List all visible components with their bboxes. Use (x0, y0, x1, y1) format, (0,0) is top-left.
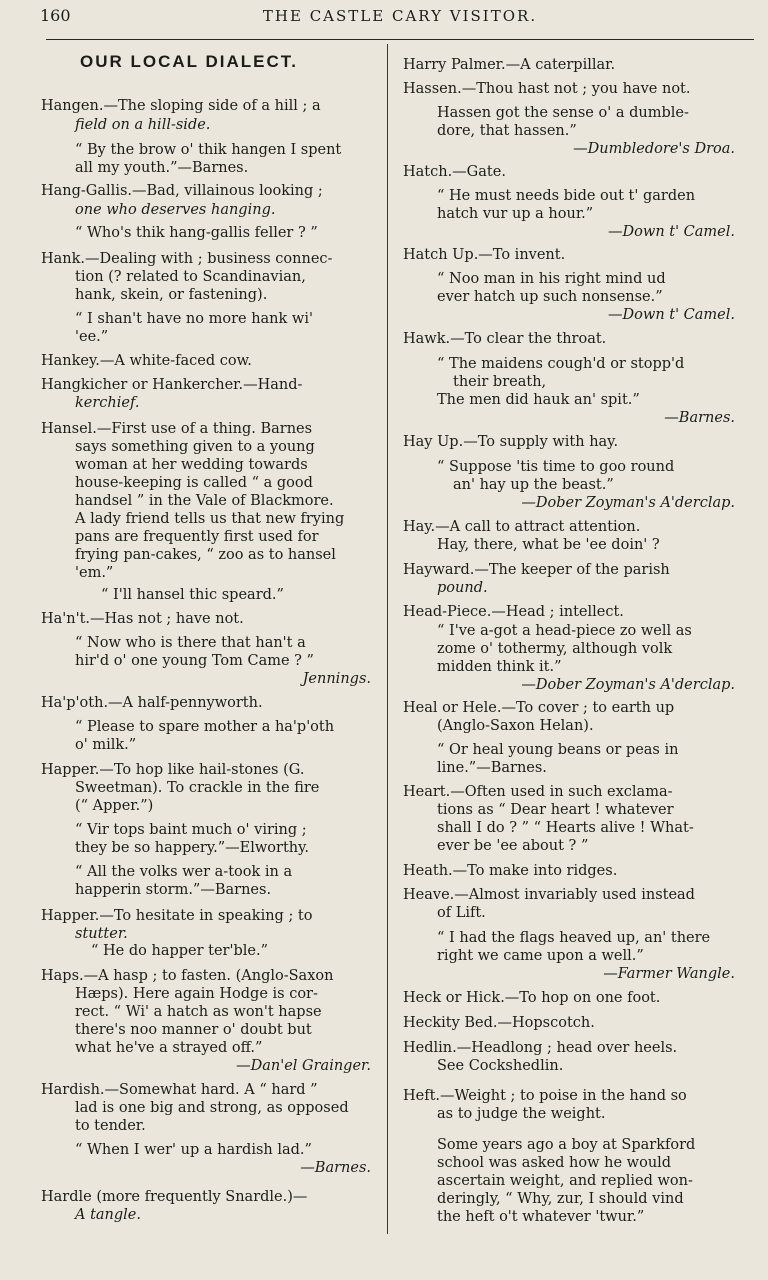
header-rule (46, 39, 754, 40)
entry-line: one who deserves hanging. (75, 202, 276, 218)
quote-attribution: —Down t' Camel. (608, 307, 735, 323)
entry-line: Heart.—Often used in such exclama- (403, 784, 673, 800)
entry-line: Hardle (more frequently Snardle.)— (41, 1189, 308, 1205)
entry-line: as to judge the weight. (437, 1106, 606, 1122)
quote-line: “ By the brow o' thik hangen I spent (75, 142, 342, 158)
entry-line: Heave.—Almost invariably used instead (403, 887, 695, 903)
quote-line: “ Or heal young beans or peas in (437, 742, 679, 758)
entry-line: Hawk.—To clear the throat. (403, 331, 607, 347)
entry-line: tions as “ Dear heart ! whatever (437, 802, 674, 818)
quote-line: zome o' tothermy, although volk (437, 641, 673, 657)
running-title: THE CASTLE CARY VISITOR. (262, 7, 538, 25)
entry-line: hank, skein, or fastening). (75, 287, 268, 303)
quote-line: “ The maidens cough'd or stopp'd (437, 356, 685, 372)
quote-line: hatch vur up a hour.” (437, 206, 594, 222)
quote-line: hir'd o' one young Tom Came ? ” (75, 653, 314, 669)
quote-line: “ I shan't have no more hank wi' (75, 311, 313, 327)
entry-line: See Cockshedlin. (437, 1058, 564, 1074)
entry-line: Hay.—A call to attract attention. (403, 519, 641, 535)
entry-line: 'em.” (75, 565, 114, 581)
quote-line: “ Suppose 'tis time to goo round (437, 459, 675, 475)
quote-line: “ All the volks wer a-took in a (75, 864, 293, 880)
entry-line: Hay Up.—To supply with hay. (403, 434, 619, 450)
entry-line: A lady friend tells us that new frying (75, 511, 345, 527)
quote-attribution: —Barnes. (300, 1160, 371, 1176)
entry-line: Some years ago a boy at Sparkford (437, 1137, 696, 1153)
quote-line: happerin storm.”—Barnes. (75, 882, 272, 898)
quote-attribution: —Farmer Wangle. (603, 966, 735, 982)
quote-line: o' milk.” (75, 737, 137, 753)
entry-line: pound. (437, 580, 488, 596)
quote-line: “ I've a-got a head-piece zo well as (437, 623, 692, 639)
quote-line: ever hatch up such nonsense.” (437, 289, 663, 305)
entry-line: Heckity Bed.—Hopscotch. (403, 1015, 595, 1031)
section-title: OUR LOCAL DIALECT. (80, 52, 298, 71)
quote-line: they be so happery.”—Elworthy. (75, 840, 309, 856)
entry-line: frying pan-cakes, “ zoo as to hansel (75, 547, 336, 563)
entry-line: house-keeping is called “ a good (75, 475, 313, 491)
entry-line: Sweetman). To crackle in the fire (75, 780, 320, 796)
quote-attribution: —Down t' Camel. (608, 224, 735, 240)
entry-line: Happer.—To hesitate in speaking ; to (41, 908, 313, 924)
quote-attribution: —Dumbledore's Droa. (573, 141, 735, 157)
quote-line: “ When I wer' up a hardish lad.” (75, 1142, 312, 1158)
quote-attribution: —Dober Zoyman's A'derclap. (521, 495, 735, 511)
entry-line: Hassen.—Thou hast not ; you have not. (403, 81, 691, 97)
entry-line: Hay, there, what be 'ee doin' ? (437, 537, 660, 553)
entry-line: field on a hill-side. (75, 117, 211, 133)
quote-line: “ I had the flags heaved up, an' there (437, 930, 711, 946)
entry-line: pans are frequently first used for (75, 529, 319, 545)
quote-line: “ Now who is there that han't a (75, 635, 306, 651)
quote-line: “ Please to spare mother a ha'p'oth (75, 719, 335, 735)
entry-line: Heal or Hele.—To cover ; to earth up (403, 700, 675, 716)
entry-line: Hayward.—The keeper of the parish (403, 562, 670, 578)
entry-line: there's noo manner o' doubt but (75, 1022, 312, 1038)
quote-attribution: —Dober Zoyman's A'derclap. (521, 677, 735, 693)
entry-line: handsel ” in the Vale of Blackmore. (75, 493, 334, 509)
quote-line: 'ee.” (75, 329, 109, 345)
entry-line: rect. “ Wi' a hatch as won't hapse (75, 1004, 322, 1020)
entry-line: Ha'p'oth.—A half-pennyworth. (41, 695, 263, 711)
quote-line: midden think it.” (437, 659, 562, 675)
entry-line: (Anglo-Saxon Helan). (437, 718, 594, 734)
entry-line: A tangle. (75, 1207, 142, 1223)
quote-line: “ He must needs bide out t' garden (437, 188, 696, 204)
entry-line: Heck or Hick.—To hop on one foot. (403, 990, 661, 1006)
entry-line: Heft.—Weight ; to poise in the hand so (403, 1088, 687, 1104)
entry-line: the heft o't whatever 'twur.” (437, 1209, 645, 1225)
entry-line: (“ Apper.”) (75, 798, 154, 814)
entry-line: kerchief. (75, 395, 140, 411)
entry-line: Hedlin.—Headlong ; head over heels. (403, 1040, 678, 1056)
entry-line: tion (? related to Scandinavian, (75, 269, 306, 285)
quote-line: The men did hauk an' spit.” (437, 392, 640, 408)
quote-line: their breath, (453, 374, 547, 390)
entry-line: Head-Piece.—Head ; intellect. (403, 604, 624, 620)
entry-line: stutter. (75, 926, 128, 942)
entry-line: ever be 'ee about ? ” (437, 838, 589, 854)
quote-line: dore, that hassen.” (437, 123, 577, 139)
quote-line: all my youth.”—Barnes. (75, 160, 249, 176)
entry-line: what he've a strayed off.” (75, 1040, 263, 1056)
entry-line: Hank.—Dealing with ; business connec- (41, 251, 333, 267)
entry-line: Happer.—To hop like hail-stones (G. (41, 762, 305, 778)
entry-line: school was asked how he would (437, 1155, 672, 1171)
entry-line: says something given to a young (75, 439, 315, 455)
quote-attribution: Jennings. (302, 671, 371, 687)
entry-line: Ha'n't.—Has not ; have not. (41, 611, 244, 627)
entry-line: Hatch.—Gate. (403, 164, 506, 180)
quote-line: “ Who's thik hang-gallis feller ? ” (75, 225, 318, 241)
quote-line: “ Noo man in his right mind ud (437, 271, 666, 287)
entry-line: Hatch Up.—To invent. (403, 247, 566, 263)
entry-line: woman at her wedding towards (75, 457, 308, 473)
entry-line: Hansel.—First use of a thing. Barnes (41, 421, 313, 437)
quote-attribution: —Dan'el Grainger. (236, 1058, 371, 1074)
quote-line: right we came upon a well.” (437, 948, 644, 964)
quote-attribution: —Barnes. (664, 410, 735, 426)
quote-line: line.”—Barnes. (437, 760, 547, 776)
entry-line: Hangen.—The sloping side of a hill ; a (41, 98, 321, 114)
entry-line: deringly, “ Why, zur, I should vind (437, 1191, 684, 1207)
entry-line: of Lift. (437, 905, 486, 921)
entry-line: Harry Palmer.—A caterpillar. (403, 57, 616, 73)
entry-line: Hardish.—Somewhat hard. A “ hard ” (41, 1082, 318, 1098)
quote-line: “ He do happer ter'ble.” (91, 943, 268, 959)
entry-line: Hæps). Here again Hodge is cor- (75, 986, 318, 1002)
entry-line: ascertain weight, and replied won- (437, 1173, 693, 1189)
quote-line: Hassen got the sense o' a dumble- (437, 105, 689, 121)
entry-line: to tender. (75, 1118, 146, 1134)
column-divider (387, 44, 388, 1234)
quote-line: an' hay up the beast.” (453, 477, 614, 493)
page-number: 160 (40, 6, 71, 25)
quote-line: “ Vir tops baint much o' viring ; (75, 822, 307, 838)
entry-line: Hang-Gallis.—Bad, villainous looking ; (41, 183, 323, 199)
quote-line: “ I'll hansel thic speard.” (101, 587, 284, 603)
entry-line: Heath.—To make into ridges. (403, 863, 618, 879)
entry-line: shall I do ? ” “ Hearts alive ! What- (437, 820, 694, 836)
entry-line: Hankey.—A white-faced cow. (41, 353, 252, 369)
entry-line: Hangkicher or Hankercher.—Hand- (41, 377, 303, 393)
entry-line: Haps.—A hasp ; to fasten. (Anglo-Saxon (41, 968, 334, 984)
entry-line: lad is one big and strong, as opposed (75, 1100, 349, 1116)
